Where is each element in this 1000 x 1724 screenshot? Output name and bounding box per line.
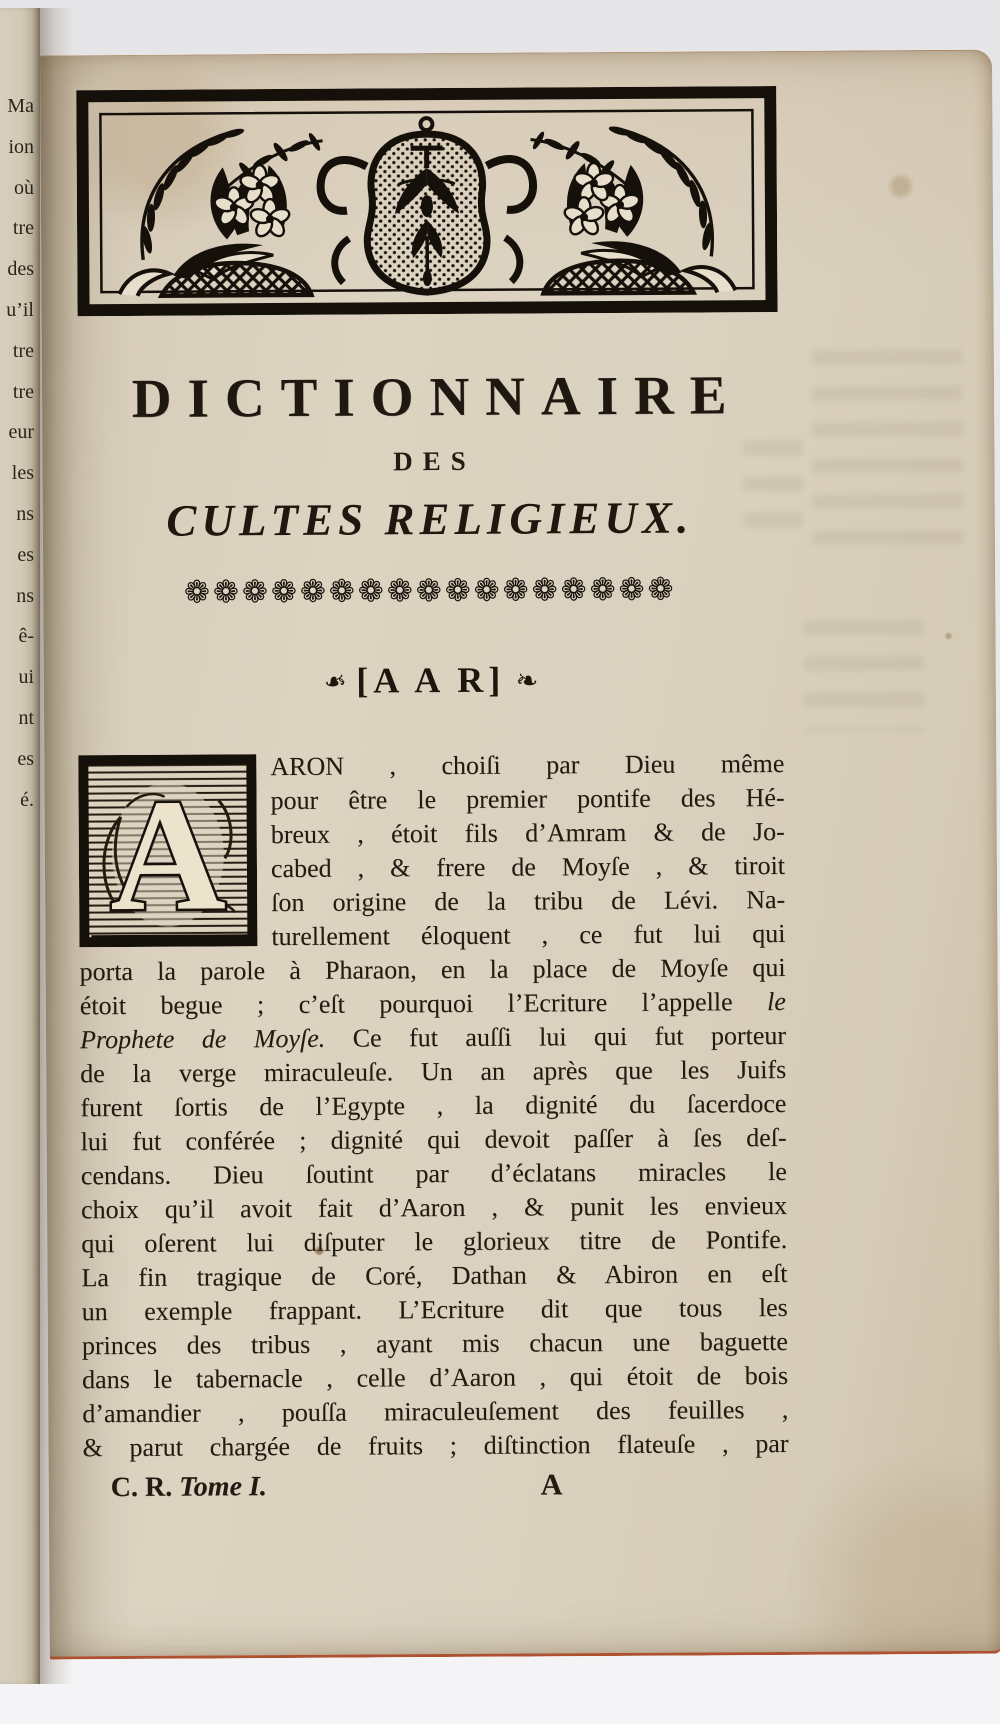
signature-mark <box>111 1471 267 1503</box>
fragment: es <box>17 747 34 770</box>
body-line: ſon origine de la tribu de Lévi. Na- <box>271 884 786 917</box>
fragment: des <box>7 258 34 281</box>
body-text: Ce fut auſſi lui qui fut porteur <box>325 1020 787 1053</box>
facing-page-edge <box>0 8 40 1684</box>
signature-italic: Tome I. <box>179 1470 267 1503</box>
ink-bleed-through <box>812 341 963 552</box>
fragment: Ma <box>7 95 34 117</box>
page-title: DICTIONNAIRE <box>131 364 743 429</box>
fragment: tre <box>12 339 34 362</box>
body-line: un exemple frappant. L’Ecriture dit que tous les <box>81 1292 788 1327</box>
body-text: étoit begue ; c’eſt pourquoi l’Ecriture l’appelle <box>79 986 768 1021</box>
body-line <box>80 985 786 1023</box>
article-aaron <box>78 747 789 1513</box>
svg-text:A: A <box>109 765 227 944</box>
body-line: furent ſortis de l’Egypte , la dignité du ſacerdoce <box>80 1088 787 1123</box>
fragment: nt <box>18 706 34 729</box>
page-title-des: DES <box>393 445 476 477</box>
fleuron-left-icon: ❧ <box>321 664 349 699</box>
fragment: tre <box>12 217 34 240</box>
page-footer <box>83 1467 789 1513</box>
body-line: dans le tabernacle , celle d’Aaron , qui étoit de bois <box>82 1360 789 1395</box>
fragment: ui <box>18 666 34 689</box>
fragment: tre <box>12 380 34 403</box>
body-line: qui oſerent lui diſputer le glorieux titre de Pontife. <box>81 1224 788 1259</box>
headpiece-woodcut-icon <box>76 86 777 316</box>
fragment: es <box>17 543 34 566</box>
fleuron-right-icon: ❧ <box>513 663 540 698</box>
fragment: où <box>14 176 34 199</box>
body-line: & parut chargée de fruits ; diſtinction flateuſe , par <box>82 1428 789 1463</box>
page-subtitle: CULTES RELIGIEUX. <box>166 492 694 546</box>
fragment: ns <box>16 502 34 525</box>
ink-bleed-through <box>803 611 924 732</box>
drop-cap-A-icon <box>78 754 257 947</box>
body-line <box>80 1019 786 1057</box>
page-content <box>74 52 789 1513</box>
body-line: d’amandier , pouſſa miraculeuſement des feuilles , <box>82 1394 789 1429</box>
body-line: princes des tribus , ayant mis chacun une baguette <box>81 1326 788 1361</box>
section-label: [A A R] <box>356 659 506 701</box>
book-page <box>40 50 1000 1660</box>
body-line: breux , étoit fils d’Amram & de Jo- <box>270 816 785 849</box>
body-line: cendans. Dieu ſoutint par d’éclatans miracles le <box>80 1156 787 1191</box>
fragment: é. <box>20 788 34 811</box>
body-line: ARON , choiſi par Dieu même <box>270 748 785 781</box>
body-line: lui fut conférée ; dignité qui devoit paſſer à ſes deſ- <box>80 1122 787 1157</box>
fragment: ion <box>8 135 34 158</box>
body-text-italic: Prophete de Moyſe. <box>79 1023 326 1055</box>
body-line: de la verge miraculeuſe. Un an après que les Juifs <box>80 1054 787 1089</box>
body-line: choix qu’il avoit fait d’Aaron , & punit les envieux <box>80 1190 788 1225</box>
fragment: eur <box>8 421 34 444</box>
fragment: les <box>11 462 34 485</box>
signature-roman: C. R. <box>110 1471 180 1503</box>
body-line: cabed , & frere de Moyſe , & tiroit <box>270 850 786 883</box>
fragment: u’il <box>6 298 34 321</box>
gathering-mark: A <box>540 1468 563 1502</box>
section-header <box>78 657 784 703</box>
headpiece-ornament <box>76 86 777 316</box>
body-line: pour être le premier pontife des Hé- <box>270 782 785 815</box>
fragment: ns <box>16 584 34 607</box>
body-line: La fin tragique de Coré, Dathan & Abiron en eſt <box>81 1258 788 1293</box>
body-line: turellement éloquent , ce fut lui qui <box>271 918 786 951</box>
rosette-ornament-row: ❁❁❁❁❁❁❁❁❁❁❁❁❁❁❁❁❁ <box>183 571 677 611</box>
fragment: ê- <box>18 625 34 648</box>
facing-page-text-fragments <box>0 86 34 820</box>
body-line: porta la parole à Pharaon, en la place de Moyſe qui <box>79 952 786 987</box>
body-text-italic: le <box>766 986 786 1016</box>
